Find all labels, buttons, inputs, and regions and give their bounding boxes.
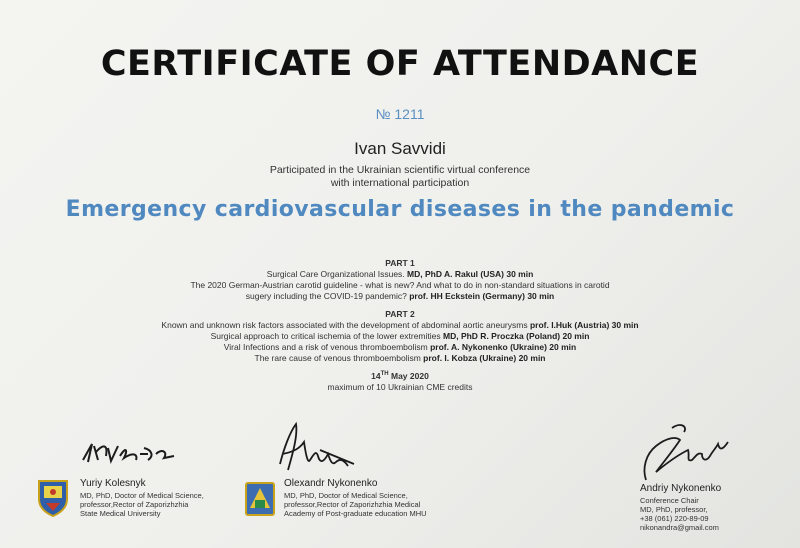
- agenda-item: [0, 280, 800, 291]
- signature-andriy-nykonenko: [632, 418, 742, 486]
- agenda-item: [0, 342, 800, 353]
- agenda-item: [0, 269, 800, 280]
- university-crest-icon: [36, 477, 70, 517]
- part2-heading: PART 2: [385, 309, 415, 319]
- signatory-title: MD, PhD, Doctor of Medical Science, professor,Rector of Zaporizhzhia Medical Academy of Post-graduate education MHU: [284, 491, 427, 518]
- academy-crest-icon: [243, 480, 277, 518]
- conference-date: 14TH May 2020: [371, 371, 429, 381]
- agenda-topic: sugery including the COVID-19 pandemic?: [245, 291, 410, 301]
- agenda-item: [0, 331, 800, 342]
- agenda-item: [0, 291, 800, 302]
- agenda-topic: The rare cause of venous thromboembolism: [254, 353, 424, 363]
- agenda-topic: Surgical approach to critical ischemia of the lower extremities: [210, 331, 443, 341]
- agenda-speaker: MD, PhD A. Rakul (USA) 30 min: [407, 269, 534, 279]
- agenda-topic: Surgical Care Organizational Issues.: [266, 269, 408, 279]
- participation-line-2: with international participation: [330, 177, 470, 189]
- agenda-speaker: prof. I.Huk (Austria) 30 min: [529, 320, 639, 330]
- signatory-title: Conference Chair MD, PhD, professor, +38 (061) 220-89-09 nikonandra@gmail.com: [640, 496, 719, 532]
- agenda-speaker: prof. I. Kobza (Ukraine) 20 min: [423, 353, 546, 363]
- signatory-name: Yuriy Kolesnyk: [80, 478, 146, 489]
- signature-olexandr-nykonenko: [270, 420, 365, 475]
- agenda-topic: Viral Infections and a risk of venous thromboembolism: [223, 342, 431, 352]
- agenda-speaker: prof. HH Eckstein (Germany) 30 min: [409, 291, 555, 301]
- signatory-name: Olexandr Nykonenko: [284, 478, 378, 489]
- signatory-title: MD, PhD, Doctor of Medical Science, professor,Rector of Zaporizhzhia State Medical University: [80, 491, 204, 518]
- certificate-title: CERTIFICATE OF ATTENDANCE: [100, 44, 700, 84]
- agenda-topic: Known and unknown risk factors associated with the development of abdominal aortic aneurysms: [161, 320, 530, 330]
- agenda-item: [0, 353, 800, 364]
- agenda-speaker: MD, PhD R. Proczka (Poland) 20 min: [443, 331, 590, 341]
- signature-kolesnyk: [78, 438, 178, 468]
- cme-credits: maximum of 10 Ukrainian CME credits: [327, 382, 473, 392]
- agenda-speaker: prof. A. Nykonenko (Ukraine) 20 min: [430, 342, 577, 352]
- participation-line-1: Participated in the Ukrainian scientific virtual conference: [269, 164, 531, 176]
- agenda-item: [0, 320, 800, 331]
- certificate-number: № 1211: [375, 106, 425, 122]
- agenda-topic: The 2020 German-Austrian carotid guideline - what is new? And what to do in non-standard situations in carotid: [190, 280, 610, 290]
- conference-title: Emergency cardiovascular diseases in the pandemic: [65, 197, 735, 222]
- part1-heading: PART 1: [385, 258, 415, 268]
- participation-text: [0, 164, 800, 190]
- signatory-name: Andriy Nykonenko: [640, 483, 722, 494]
- recipient-name: Ivan Savvidi: [354, 139, 446, 158]
